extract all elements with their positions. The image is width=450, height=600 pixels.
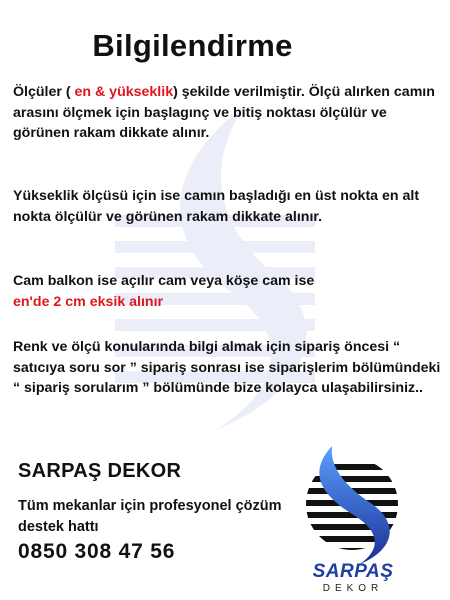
para1-rest: Ölçü alırken camın arasını ölçmek için başlagınç ve bitiş noktası ölçülür ve görünen rakam dikkate alınır. xyxy=(13,84,435,141)
cam-balkon-warning: en'de 2 cm eksik alınır xyxy=(13,293,164,310)
para1-after: ) şekilde verilmiştir. xyxy=(173,84,305,100)
support-tagline: Tüm mekanlar için profesyonel çözüm destek hattı xyxy=(18,498,282,535)
contact-info-paragraph: Renk ve ölçü konularında bilgi almak için sipariş öncesi “ satıcıya soru sor ” sipariş sonrası ise siparişlerim bölümündeki “ sipariş sorularım ” bölümünde bize kolayca ulaşabilirsiniz.. xyxy=(13,339,441,396)
cam-balkon-paragraph xyxy=(13,271,443,312)
para1-highlight: en & yükseklik xyxy=(74,84,174,100)
phone-number: 0850 308 47 56 xyxy=(18,540,176,563)
para1-before: Ölçüler ( xyxy=(13,84,75,100)
logo-wordmark: SARPAŞ xyxy=(312,561,394,582)
measurement-info-paragraph xyxy=(13,82,443,144)
height-info-paragraph: Yükseklik ölçüsü için ise camın başladığı en üst nokta en alt nokta ölçülür ve görünen rakam dikkate alınır. xyxy=(13,188,420,225)
logo-subtitle: DEKOR xyxy=(322,583,384,594)
brand-name: SARPAŞ DEKOR xyxy=(18,460,182,482)
cam-balkon-line: Cam balkon ise açılır cam veya köşe cam ise xyxy=(13,273,315,289)
page-title: Bilgilendirme xyxy=(92,28,293,63)
